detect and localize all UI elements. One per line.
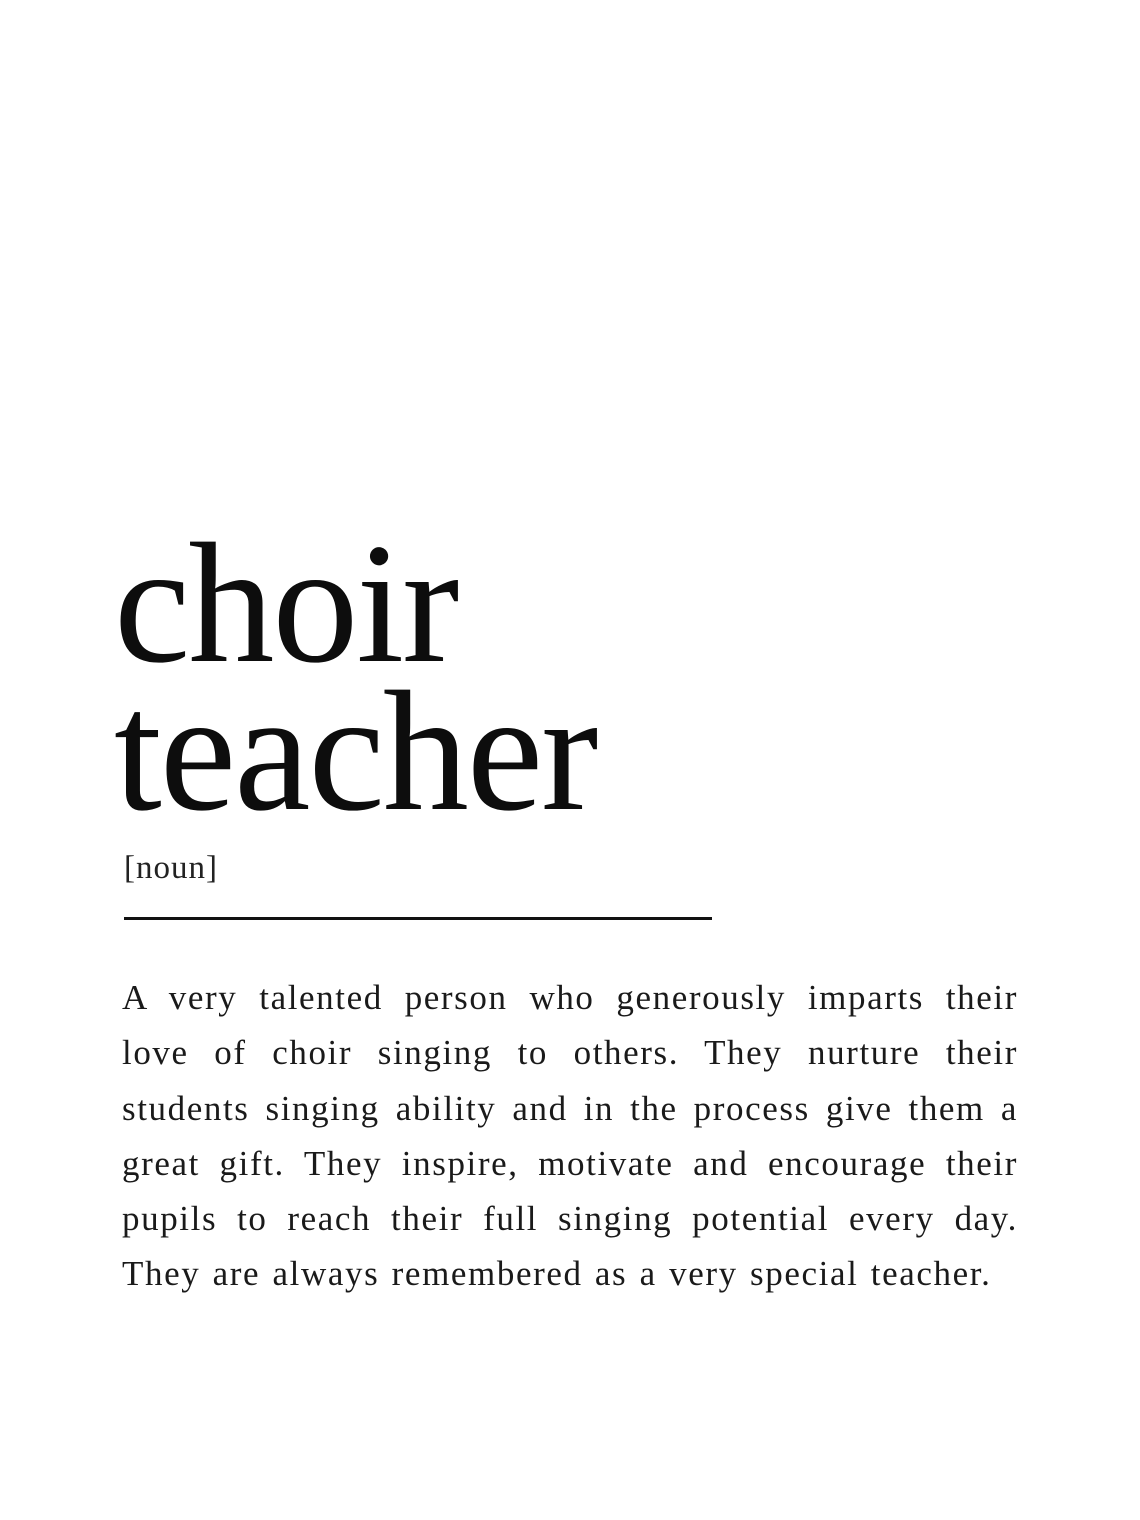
part-of-speech: [noun] [124, 850, 218, 886]
definition-text: A very talented person who generously imparts their love of choir singing to others. They nurture their students singing ability and in the process give them a great gift. They inspire, motivate and encourage their pupils to reach their full singing potential every day. They are always remembered as a very special teacher. [122, 978, 1018, 1294]
divider-line [124, 917, 712, 920]
entry-word-line-2: teacher [114, 657, 597, 847]
entry-word-line-1: choir [114, 509, 458, 699]
